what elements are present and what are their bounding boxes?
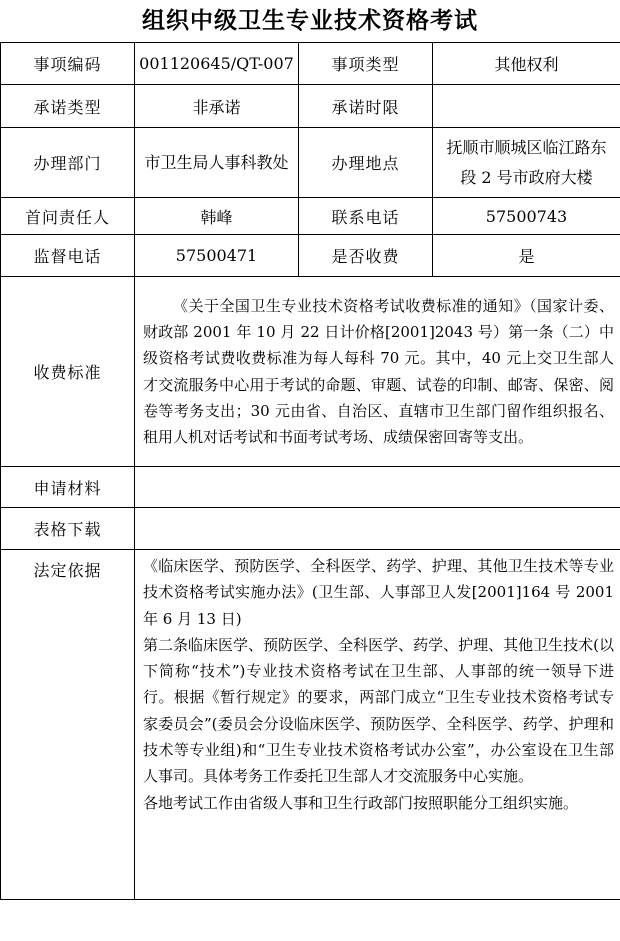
table-row [1,467,620,508]
location-value: 抚顺市顺城区临江路东段 2 号市政府大楼 [433,128,620,198]
promise-limit-label: 承诺时限 [299,85,433,128]
basis-paragraph-1: 《临床医学、预防医学、全科医学、药学、护理、其他卫生技术等专业技术资格考试实施办法》(卫生部、人事部卫人发[2001]164 号 2001 年 6 月 13 日) [143,557,614,628]
table-row [1,198,620,235]
table-row [1,43,620,85]
materials-value [135,467,620,508]
basis-paragraph-3: 各地考试工作由省级人事和卫生行政部门按照职能分工组织实施。 [143,793,579,812]
phone-label: 联系电话 [299,198,433,235]
info-table [0,42,620,900]
table-row [1,508,620,550]
fee-paragraph: 《关于全国卫生专业技术资格考试收费标准的通知》（国家计委、财政部 2001 年 10 月 22 日计价格[2001]2043 号）第一条（二）中级资格考试费收费标准为每人每科 70 元。其中，40 元上交卫生部人才交流服务中心用于考试的命题、审题、试卷的印制、邮寄、保密、阅卷等考务支出；30 元由省、自治区、直辖市卫生部门留作组织报名、租用人机对话考试和书面考试考场、成绩保密回寄等支出。 [143,296,614,447]
table-row [1,235,620,277]
supervise-phone-label: 监督电话 [1,235,135,277]
item-type-label: 事项类型 [299,43,433,85]
table-row [1,85,620,128]
location-label: 办理地点 [299,128,433,198]
promise-limit-value [433,85,620,128]
promise-type-value: 非承诺 [135,85,299,128]
charge-label: 是否收费 [299,235,433,277]
fee-label: 收费标准 [1,277,135,467]
phone-value: 57500743 [433,198,620,235]
charge-value: 是 [433,235,620,277]
responsible-value: 韩峰 [135,198,299,235]
basis-paragraph-2: 第二条临床医学、预防医学、全科医学、药学、护理、其他卫生技术(以下简称“技术”)专业技术资格考试在卫生部、人事部的统一领导下进行。根据《暂行规定》的要求，两部门成立“卫生专业技术资格考试专家委员会”(委员会分设临床医学、预防医学、全科医学、药学、护理和技术等专业组)和“卫生专业技术资格考试办公室”，办公室设在卫生部人事司。具体考务工作委托卫生部人才交流服务中心实施。 [143,635,614,786]
forms-label: 表格下载 [1,508,135,550]
item-code-value: 001120645/QT-007 [135,43,299,85]
dept-label: 办理部门 [1,128,135,198]
forms-value [135,508,620,550]
promise-type-label: 承诺类型 [1,85,135,128]
item-code-label: 事项编码 [1,43,135,85]
page-title: 组织中级卫生专业技术资格考试 [142,7,478,34]
materials-label: 申请材料 [1,467,135,508]
legal-basis-text [135,550,620,900]
supervise-phone-value: 57500471 [135,235,299,277]
item-type-value: 其他权利 [433,43,620,85]
fee-standard-text [135,277,620,467]
table-row [1,128,620,198]
table-row [1,550,620,900]
responsible-label: 首问责任人 [1,198,135,235]
basis-label: 法定依据 [1,550,135,900]
table-row [1,277,620,467]
dept-value: 市卫生局人事科教处 [135,128,299,198]
